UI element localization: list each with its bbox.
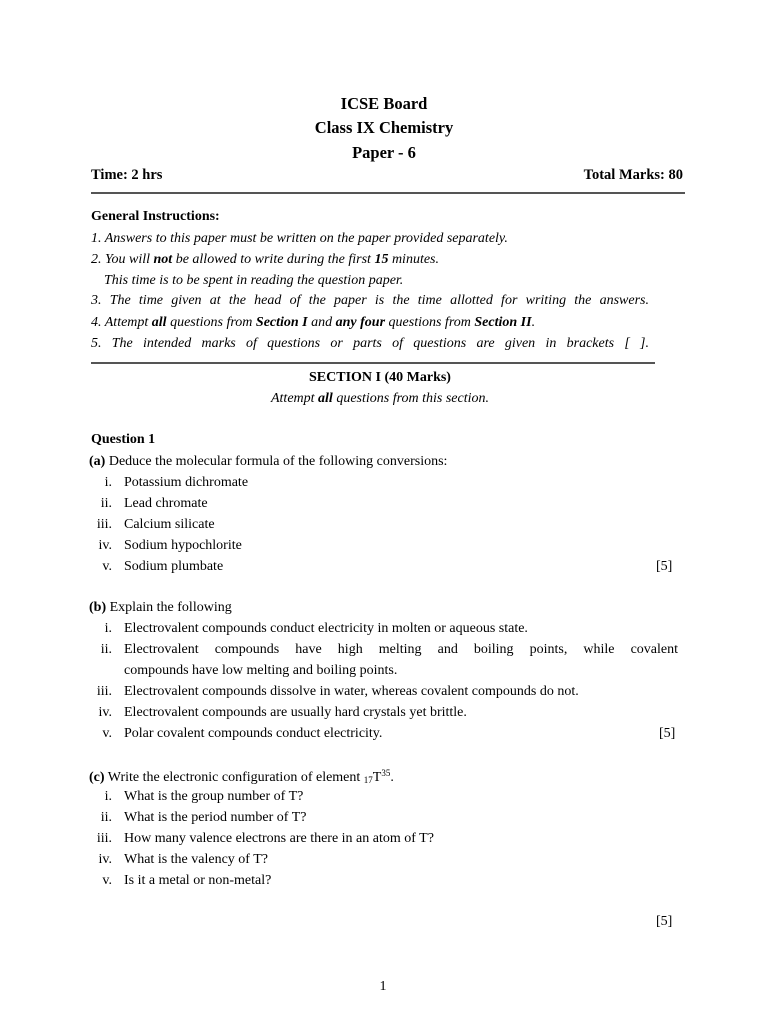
time-label: Time: — [91, 167, 128, 183]
instruction-1: 1. Answers to this paper must be written on the paper provided separately. — [91, 231, 508, 246]
part-label: (a) — [89, 454, 106, 469]
list-item: What is the group number of T? — [124, 789, 304, 804]
list-item: What is the period number of T? — [124, 810, 307, 825]
list-item: Sodium hypochlorite — [124, 538, 242, 553]
marks-1b: [5] — [659, 726, 676, 741]
marks-1a: [5] — [656, 559, 673, 574]
board-title: ICSE Board — [340, 94, 428, 113]
list-item-number: i. — [104, 621, 112, 636]
question-1-heading: Question 1 — [91, 432, 156, 447]
list-item-number: v. — [102, 559, 112, 574]
page-number: 1 — [379, 979, 387, 994]
instruction-4: 4. Attempt all questions from Section I and any four questions from Section II. — [91, 315, 536, 330]
question-1a-prompt: (a) Deduce the molecular formula of the following conversions: — [89, 454, 448, 469]
list-item-continued: compounds have low melting and boiling points. — [124, 663, 398, 678]
part-label: (b) — [89, 600, 107, 615]
list-item-number: iii. — [96, 684, 112, 699]
list-item: Is it a metal or non-metal? — [124, 873, 272, 888]
total-marks: Total Marks: 80 — [583, 167, 683, 183]
list-item: How many valence electrons are there in an atom of T? — [124, 831, 434, 846]
instructions-divider — [91, 362, 655, 364]
list-item: Electrovalent compounds have high melting and boiling points, while covalent — [124, 642, 678, 657]
marks-1c: [5] — [656, 914, 673, 929]
atomic-number: 17 — [363, 775, 373, 785]
question-1c-prompt: (c) Write the electronic configuration of element $_{17}T^{35}$. — [89, 768, 394, 785]
list-item: Sodium plumbate — [124, 559, 224, 574]
list-item: Polar covalent compounds conduct electricity. — [124, 726, 383, 741]
list-item-number: ii. — [100, 496, 112, 511]
instructions-heading: General Instructions: — [91, 209, 220, 224]
list-item-number: v. — [102, 873, 112, 888]
list-item-number: iv. — [98, 538, 112, 553]
list-item: Potassium dichromate — [124, 475, 249, 490]
section-1-title: SECTION I (40 Marks) — [309, 370, 451, 385]
mass-number: 35 — [381, 768, 391, 778]
class-subject-title: Class IX Chemistry — [314, 118, 454, 137]
instruction-5: 5. The intended marks of questions or parts of questions are given in brackets [ ]. — [91, 336, 649, 351]
list-item: Electrovalent compounds conduct electricity in molten or aqueous state. — [124, 621, 528, 636]
instruction-2-continued: This time is to be spent in reading the question paper. — [104, 273, 404, 288]
list-item-number: ii. — [100, 810, 112, 825]
list-item-number: iv. — [98, 705, 112, 720]
instruction-3: 3. The time given at the head of the paper is the time allotted for writing the answers. — [91, 293, 649, 308]
list-item-number: iii. — [96, 517, 112, 532]
list-item-number: iii. — [96, 831, 112, 846]
list-item-number: iv. — [98, 852, 112, 867]
list-item-number: v. — [102, 726, 112, 741]
list-item: Calcium silicate — [124, 517, 215, 532]
list-item: Electrovalent compounds are usually hard crystals yet brittle. — [124, 705, 467, 720]
time-info — [91, 167, 162, 184]
part-label: (c) — [89, 770, 105, 785]
list-item-number: i. — [104, 475, 112, 490]
list-item: What is the valency of T? — [124, 852, 268, 867]
list-item: Lead chromate — [124, 496, 208, 511]
element-symbol: T — [372, 770, 382, 785]
list-item: Electrovalent compounds dissolve in water, whereas covalent compounds do not. — [124, 684, 579, 699]
paper-title: Paper - 6 — [352, 143, 416, 162]
section-1-subtitle: Attempt all questions from this section. — [270, 391, 490, 406]
list-item-number: i. — [104, 789, 112, 804]
list-item-number: ii. — [100, 642, 112, 657]
header-divider — [91, 192, 685, 194]
time-value: 2 hrs — [131, 167, 163, 183]
instruction-2: 2. You will not be allowed to write during the first 15 minutes. — [91, 252, 439, 267]
question-1b-prompt: (b) Explain the following — [89, 600, 232, 615]
